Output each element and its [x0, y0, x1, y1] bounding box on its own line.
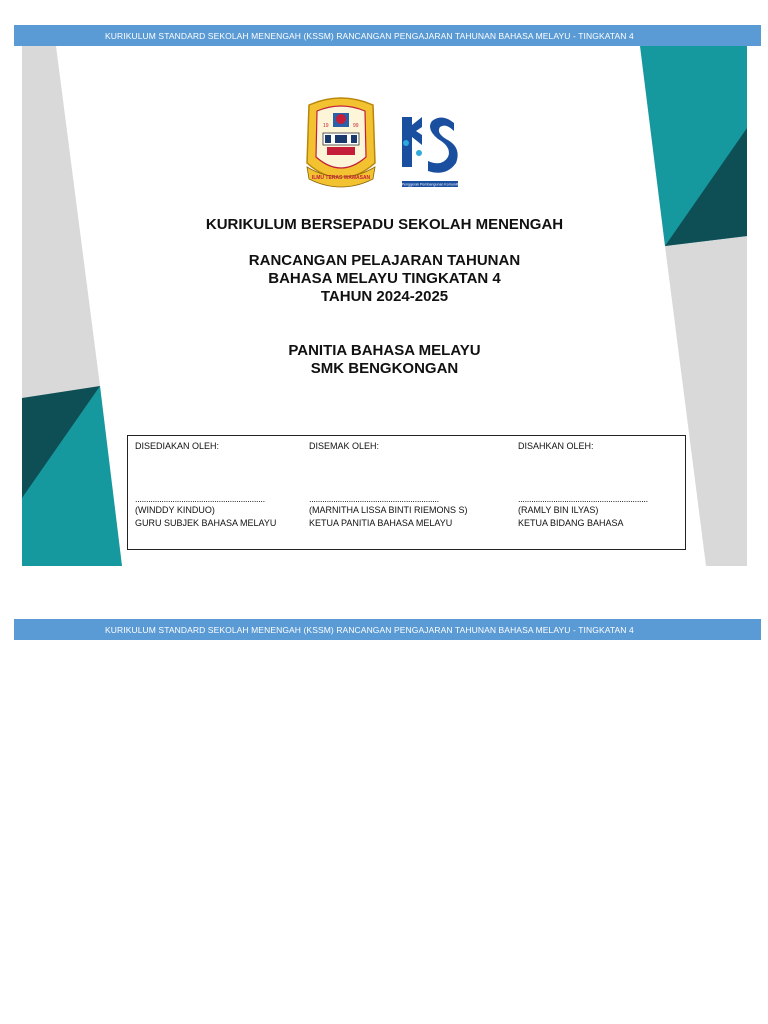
signatory-name: (RAMLY BIN ILYAS) [518, 505, 599, 515]
subject-title: BAHASA MELAYU TINGKATAN 4 [268, 270, 501, 287]
signatory-role: GURU SUBJEK BAHASA MELAYU [135, 518, 277, 528]
signature-box [127, 435, 686, 550]
signatory-role: KETUA BIDANG BAHASA [518, 518, 624, 528]
svg-text:Penggerak Pembangunan Komuniti: Penggerak Pembangunan Komuniti [401, 182, 459, 187]
signature-label: DISAHKAN OLEH: [518, 441, 594, 451]
signature-line: ........................................................... [135, 494, 265, 504]
signatory-name: (WINDDY KINDUO) [135, 505, 215, 515]
plan-title: RANCANGAN PELAJARAN TAHUNAN [248, 252, 521, 269]
panel-title: PANITIA BAHASA MELAYU [288, 342, 481, 359]
svg-text:25: 25 [438, 148, 450, 158]
header-text: KURIKULUM STANDARD SEKOLAH MENENGAH (KSSM) RANCANGAN PENGAJARAN TAHUNAN BAHASA MELAYU - TINGKATAN 4 [105, 624, 634, 635]
page-header-bar [14, 619, 761, 640]
header-text: KURIKULUM STANDARD SEKOLAH MENENGAH (KSSM) RANCANGAN PENGAJARAN TAHUNAN BAHASA MELAYU - TINGKATAN 4 [105, 30, 634, 41]
signature-label: DISEMAK OLEH: [309, 441, 380, 451]
signature-line: ........................................................... [518, 494, 648, 504]
school-name: SMK BENGKONGAN [310, 360, 459, 377]
page-header-bar [14, 25, 761, 46]
school-crest-icon [303, 95, 379, 189]
curriculum-title: KURIKULUM BERSEPADU SEKOLAH MENENGAH [205, 216, 564, 233]
svg-text:99: 99 [353, 123, 359, 129]
svg-text:ILMU TERAS WAWASAN: ILMU TERAS WAWASAN [311, 175, 371, 181]
svg-text:19: 19 [323, 123, 329, 129]
signatory-role: KETUA PANITIA BAHASA MELAYU [309, 518, 453, 528]
signature-label: DISEDIAKAN OLEH: [135, 441, 220, 451]
school-crest-logo [303, 95, 379, 189]
programme-logo [398, 95, 460, 189]
year-title: TAHUN 2024-2025 [320, 288, 449, 305]
signatory-name: (MARNITHA LISSA BINTI RIEMONS S) [309, 505, 468, 515]
ks25-programme-logo [398, 95, 460, 189]
signature-line: ........................................................... [309, 494, 439, 504]
